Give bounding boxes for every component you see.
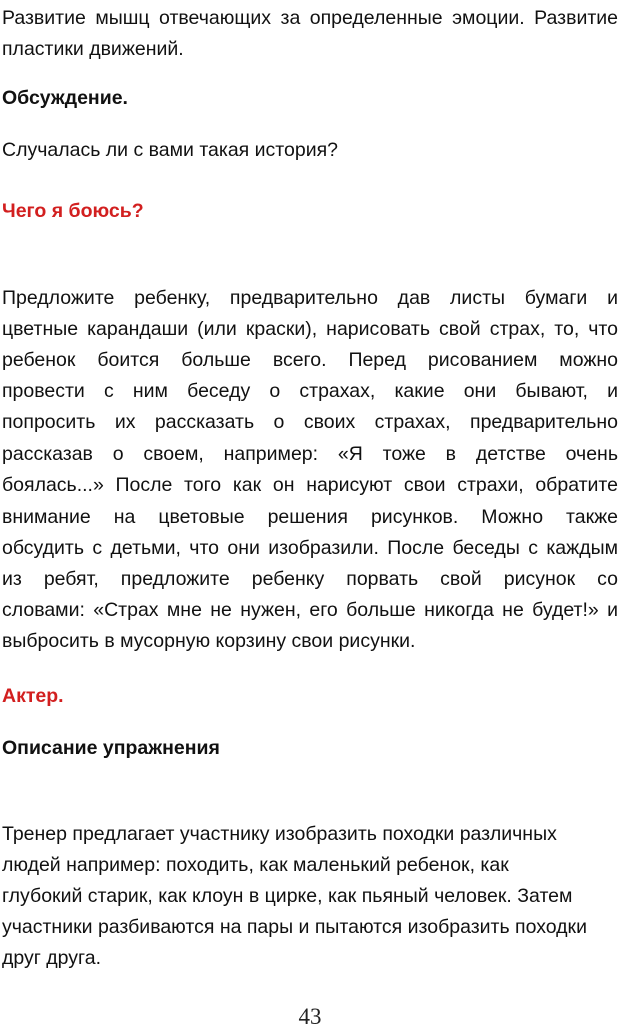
exercise-heading: Описание упражнения [2,737,220,759]
section-title-actor: Актер. [2,685,64,707]
discussion-heading: Обсуждение. [2,87,128,109]
section-title-fear: Чего я боюсь? [2,200,144,222]
paragraph-line: провести с ним беседу о страхах, какие они бывают, и [2,380,618,402]
paragraph-line: участники разбиваются на пары и пытаются изобразить походки [2,916,587,938]
paragraph-line: Предложите ребенку, предварительно дав листы бумаги и [2,287,618,309]
paragraph-line: попросить их рассказать о своих страхах, предварительно [2,411,618,433]
intro-line-1: Развитие мышц отвечающих за определенные эмоции. Развитие [2,7,618,29]
paragraph-line: словами: «Страх мне не нужен, его больше никогда не будет!» и [2,599,618,621]
paragraph-line: Тренер предлагает участнику изобразить походки различных [2,823,557,845]
paragraph-line: глубокий старик, как клоун в цирке, как пьяный человек. Затем [2,885,573,907]
paragraph-line: людей например: походить, как маленький ребенок, как [2,854,509,876]
intro-line-2: пластики движений. [2,38,184,60]
paragraph-line: цветные карандаши (или краски), нарисовать свой страх, то, что [2,318,618,340]
paragraph-line: ребенок боится больше всего. Перед рисованием можно [2,349,618,371]
paragraph-line: из ребят, предложите ребенку порвать свой рисунок со [2,568,618,590]
paragraph-line: обсудить с детьми, что они изобразили. После беседы с каждым [2,537,618,559]
paragraph-line: друг друга. [2,947,101,969]
paragraph-line: выбросить в мусорную корзину свои рисунки. [2,630,416,652]
paragraph-line: рассказав о своем, например: «Я тоже в детстве очень [2,443,618,465]
discussion-question: Случалась ли с вами такая история? [2,139,339,161]
paragraph-line: боялась...» После того как он нарисуют свои страхи, обратите [2,474,618,496]
paragraph-line: внимание на цветовые решения рисунков. Можно также [2,506,618,528]
page-number: 43 [298,1004,322,1029]
